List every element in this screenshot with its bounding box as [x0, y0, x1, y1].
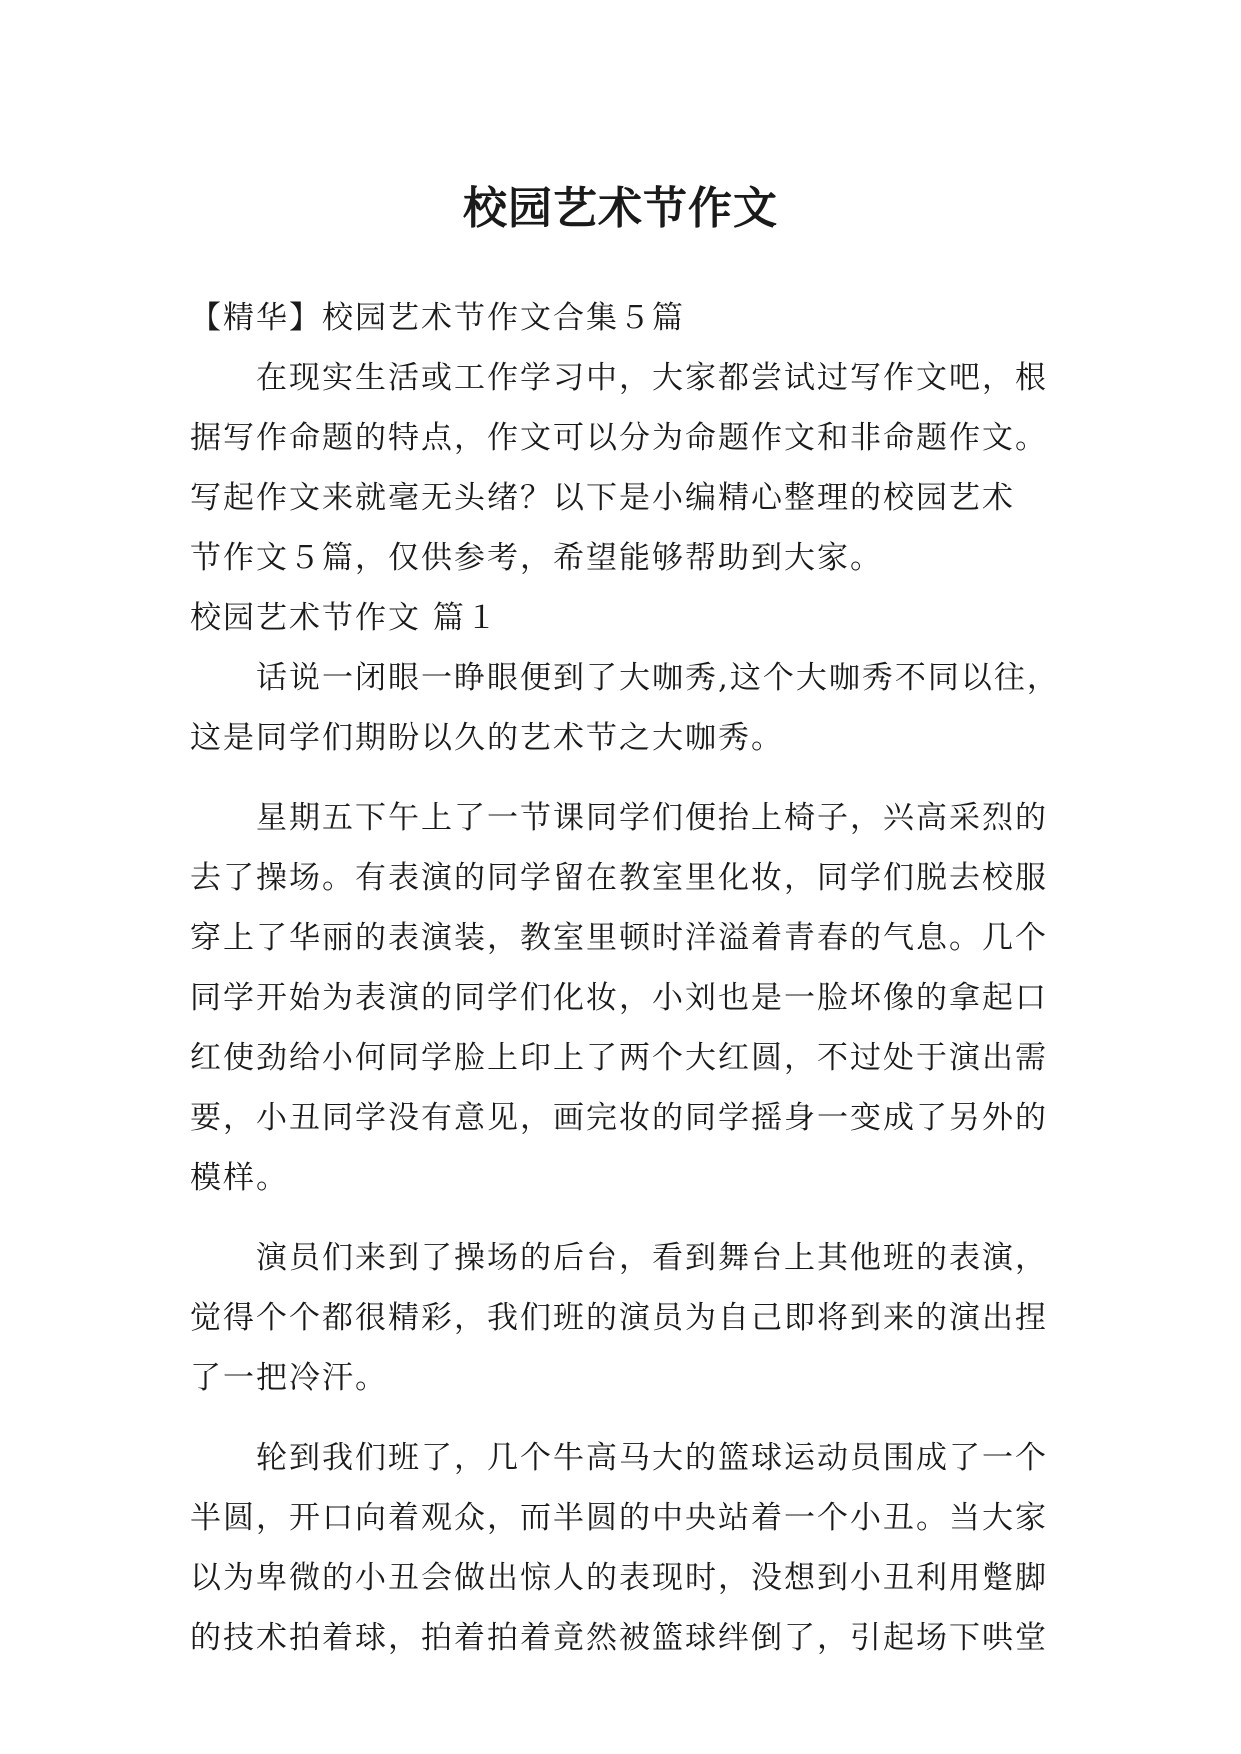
paragraph-line: 觉得个个都很精彩，我们班的演员为自己即将到来的演出捏 — [190, 1300, 1048, 1336]
paragraph-line: 同学开始为表演的同学们化妆，小刘也是一脸坏像的拿起口 — [190, 980, 1048, 1016]
paragraph-line: 演员们来到了操场的后台，看到舞台上其他班的表演， — [256, 1240, 1048, 1276]
paragraph-line: 以为卑微的小丑会做出惊人的表现时，没想到小丑利用蹩脚 — [190, 1560, 1048, 1596]
paragraph-line: 在现实生活或工作学习中，大家都尝试过写作文吧，根 — [256, 360, 1048, 396]
paragraph-line: 去了操场。有表演的同学留在教室里化妆，同学们脱去校服 — [190, 860, 1048, 896]
document-body — [190, 288, 1060, 1668]
paragraph-line: 写起作文来就毫无头绪？以下是小编精心整理的校园艺术 — [190, 480, 1015, 516]
paragraph-line: 节作文５篇，仅供参考，希望能够帮助到大家。 — [190, 540, 883, 576]
section-heading: 校园艺术节作文 篇１ — [190, 600, 499, 636]
paragraph-line: 这是同学们期盼以久的艺术节之大咖秀。 — [190, 720, 784, 756]
paragraph-line: 模样。 — [190, 1160, 289, 1196]
paragraph-line: 红使劲给小何同学脸上印上了两个大红圆，不过处于演出需 — [190, 1040, 1048, 1076]
paragraph-line: 轮到我们班了，几个牛高马大的篮球运动员围成了一个 — [256, 1440, 1048, 1476]
document-subtitle: 【精华】校园艺术节作文合集５篇 — [190, 300, 685, 336]
paragraph-line: 要，小丑同学没有意见，画完妆的同学摇身一变成了另外的 — [190, 1100, 1048, 1136]
paragraph-line: 半圆，开口向着观众，而半圆的中央站着一个小丑。当大家 — [190, 1500, 1048, 1536]
paragraph-line: 据写作命题的特点，作文可以分为命题作文和非命题作文。 — [190, 420, 1048, 456]
paragraph-line: 穿上了华丽的表演装，教室里顿时洋溢着青春的气息。几个 — [190, 920, 1048, 956]
paragraph-line: 话说一闭眼一睁眼便到了大咖秀,这个大咖秀不同以往， — [256, 660, 1060, 696]
paragraph-line: 星期五下午上了一节课同学们便抬上椅子，兴高采烈的 — [256, 800, 1048, 836]
paragraph-line: 的技术拍着球，拍着拍着竟然被篮球绊倒了，引起场下哄堂 — [190, 1620, 1048, 1656]
document-title: 校园艺术节作文 — [463, 183, 778, 235]
paragraph-line: 了一把冷汗。 — [190, 1360, 388, 1396]
